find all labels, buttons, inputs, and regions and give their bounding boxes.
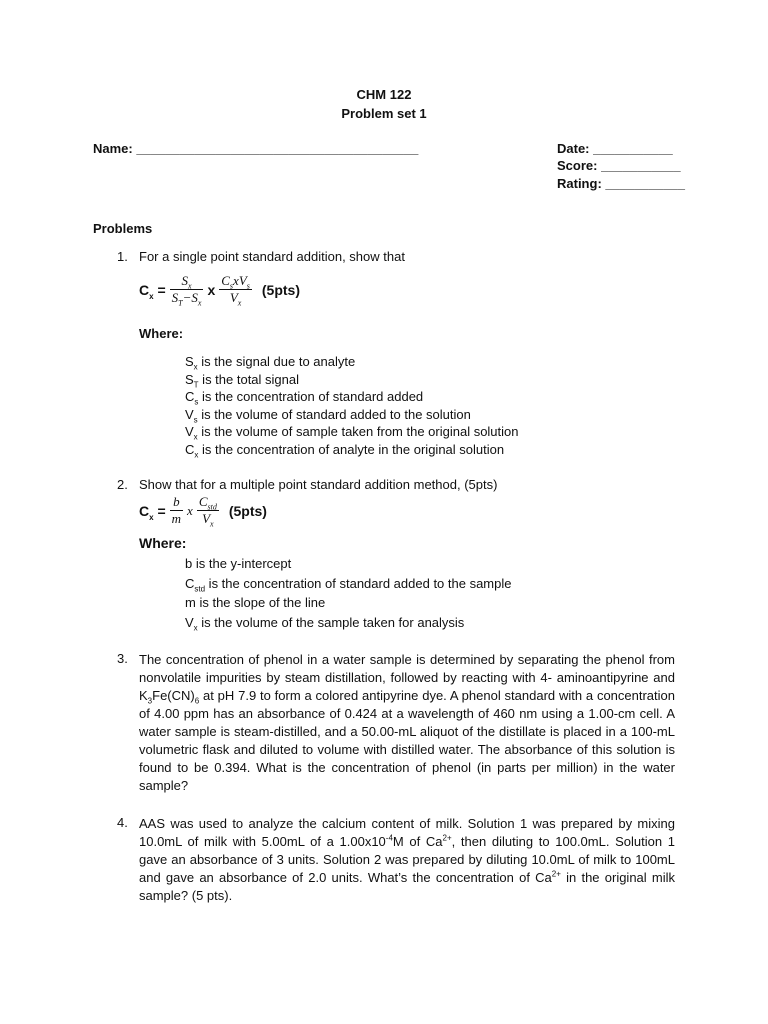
times-sign: x: [207, 281, 216, 298]
problems-heading: Problems: [93, 221, 153, 236]
score-line: ___________: [601, 158, 681, 173]
definition-item: $V_s$ is the volume of standard added to the solution: [185, 406, 471, 425]
name-line: _______________________________________: [136, 141, 419, 156]
rating-label: Rating:: [557, 176, 602, 191]
problem-1-equation: [139, 273, 300, 306]
date-label: Date:: [557, 141, 590, 156]
definition-item: $C_s$ is the concentration of standard added: [185, 389, 424, 407]
problem-1-definitions: [185, 353, 519, 459]
score-field: [557, 158, 681, 173]
equation-lhs: $C_x$ =: [139, 281, 166, 301]
definition-item: $C_{std}$ is the concentration of standard added to the sample: [185, 575, 512, 594]
rating-line: ___________: [605, 176, 685, 191]
points-label: (5pts): [228, 502, 267, 519]
fraction-std: $\frac{C_{std}}{V_x}$: [198, 494, 217, 529]
definition-item: $V_x$ is the volume of the sample taken for analysis: [185, 614, 465, 633]
problem-2-text: Show that for a multiple point standard addition method, (5pts): [139, 477, 498, 492]
definition-item: $S_x$ is the signal due to analyte: [185, 354, 356, 372]
times-sign: x: [187, 502, 193, 518]
score-label: Score:: [557, 158, 598, 173]
date-field: [557, 141, 673, 156]
fraction-slope: $\frac{b}{m}$: [171, 494, 182, 526]
rating-field: [557, 176, 685, 191]
problem-2-equation: [139, 494, 267, 527]
definition-item: m is the slope of the line: [185, 595, 326, 610]
name-label: Name:: [93, 141, 133, 156]
problem-2-definitions: [185, 554, 511, 632]
problem-2-number: 2.: [117, 477, 128, 492]
definition-item: $S_T$ is the total signal: [185, 371, 300, 390]
problem-2-where: Where:: [139, 535, 187, 551]
definition-item: b is the y-intercept: [185, 556, 292, 571]
name-field: [93, 141, 418, 156]
problem-1-where: Where:: [139, 326, 184, 341]
definition-item: $C_x$ is the concentration of analyte in the original solution: [185, 441, 505, 460]
problem-3-number: 3.: [117, 651, 128, 666]
problem-1-text: For a single point standard addition, show that: [139, 249, 405, 264]
fraction-volume: $\frac{C_sxV_s}{V_x}$: [221, 273, 250, 308]
problem-set-title: Problem set 1: [341, 106, 427, 121]
definition-item: $V_x$ is the volume of sample taken from the original solution: [185, 424, 519, 442]
fraction-signal: $\frac{S_x}{S_T-S_x}$: [171, 273, 202, 308]
date-line: ___________: [593, 141, 673, 156]
course-title: CHM 122: [356, 87, 412, 102]
problem-1-number: 1.: [117, 249, 128, 264]
points-label: (5pts): [261, 281, 301, 298]
equation-lhs: $C_x$ =: [139, 502, 166, 522]
problem-3-text: The concentration of phenol in a water sample is determined by separating the phenol from nonvolatile impurities by steam distillation, followed by reacting with 4- aminoantipyrine and $K_3Fe(CN)_6$ at pH 7.9 to form a colored antipyrine dye. A phenol standard with a concentration of 4.00 ppm has an absorbance of 0.424 at a wavelength of 460 nm using a 1.00-cm cell. A water sample is steam-distilled, and a 50.00-mL aliquot of the distillate is placed in a 100-mL volumetric flask and diluted to volume with distilled water. The absorbance of this solution is found to be 0.394. What is the concentration of phenol (in parts per million) in the water sample?: [139, 652, 675, 793]
problem-4-number: 4.: [117, 815, 128, 830]
problem-4-text: AAS was used to analyze the calcium content of milk. Solution 1 was prepared by mixing 10.0mL of milk with 5.00mL of a $1.00x10^{-4}M$ of $Ca^{2+}$, then diluting to 100.0mL. Solution 1 gave an absorbance of 3 units. Solution 2 was prepared by diluting 10.0mL of milk to 100mL and gave an absorbance of 2.0 units. What’s the concentration of $Ca^{2+}$ in the original milk sample? (5 pts).: [139, 816, 675, 903]
